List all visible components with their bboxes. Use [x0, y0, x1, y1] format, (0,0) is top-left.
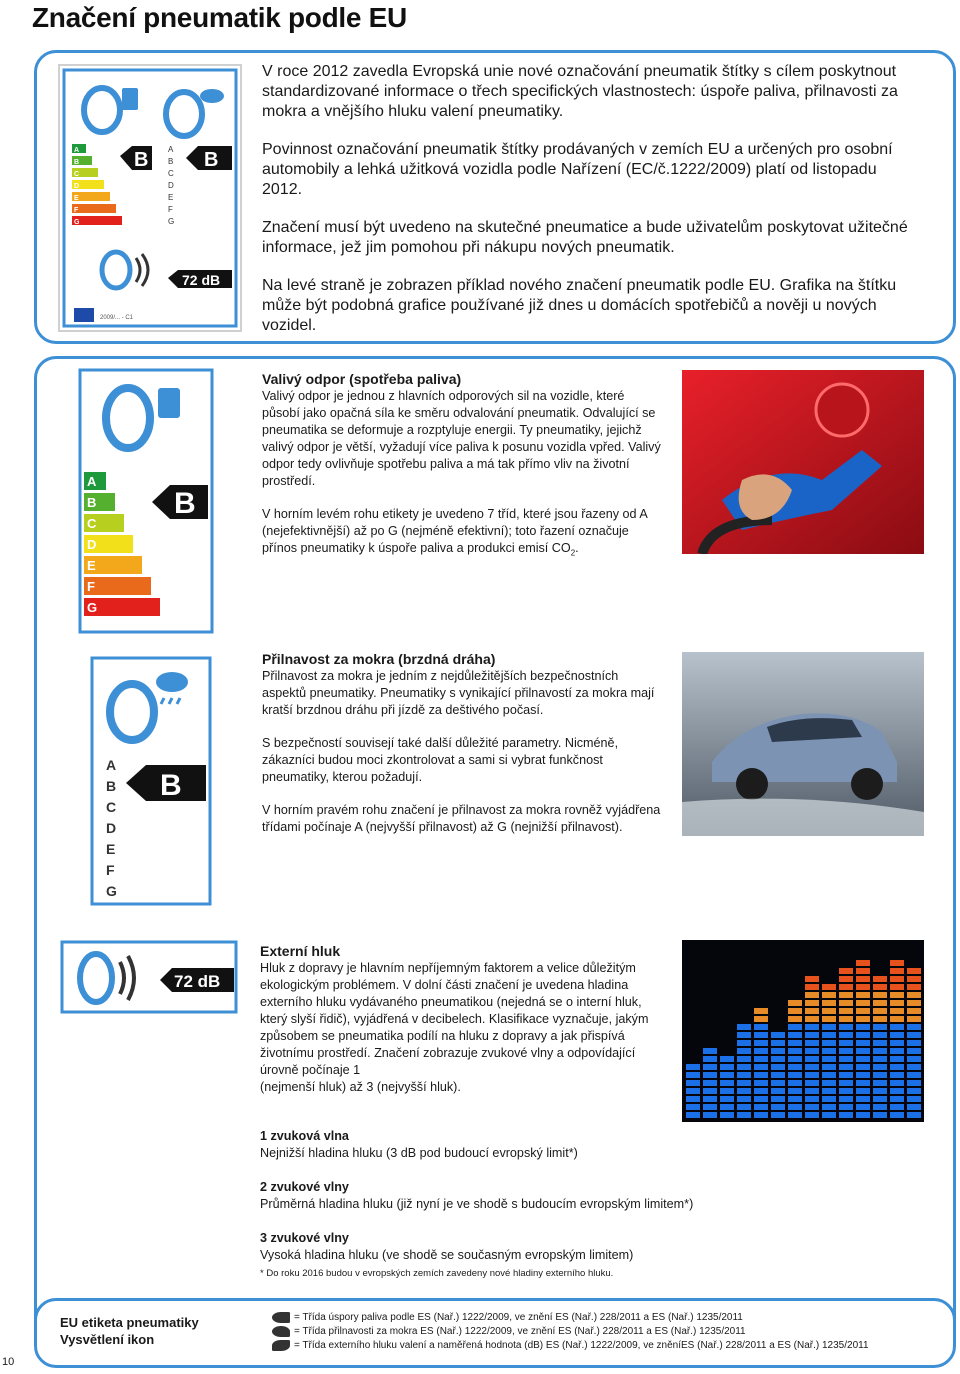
equalizer-segment — [839, 1008, 853, 1014]
equalizer-segment — [805, 1096, 819, 1102]
equalizer-segment — [788, 1104, 802, 1110]
equalizer-segment — [788, 1088, 802, 1094]
equalizer-segment — [907, 992, 921, 998]
equalizer-segment — [788, 1096, 802, 1102]
equalizer-segment — [754, 1048, 768, 1054]
equalizer-segment — [873, 1016, 887, 1022]
equalizer-segment — [805, 1104, 819, 1110]
label-wet-letter-F: F — [168, 205, 173, 214]
intro-paragraph-3: Značení musí být uvedeno na skutečné pneumatice a bude uživatelům poskytovat užitečné informace, jež jim pomohou při nákupu nových pneumatik. — [262, 219, 908, 256]
equalizer-segment — [839, 1016, 853, 1022]
equalizer-segment — [890, 976, 904, 982]
legend-title-line-2: Vysvětlení ikon — [60, 1332, 155, 1347]
equalizer-segment — [907, 1056, 921, 1062]
equalizer-segment — [839, 1000, 853, 1006]
equalizer-segment — [890, 1088, 904, 1094]
equalizer-segment — [754, 1096, 768, 1102]
equalizer-segment — [686, 1080, 700, 1086]
noise-rating-graphic — [60, 940, 238, 1014]
equalizer-segment — [873, 1088, 887, 1094]
equalizer-segment — [720, 1104, 734, 1110]
noise-section — [260, 942, 660, 1112]
equalizer-segment — [822, 1000, 836, 1006]
equalizer-segment — [856, 1048, 870, 1054]
equalizer-segment — [771, 1032, 785, 1038]
equalizer-segment — [754, 1072, 768, 1078]
equalizer-segment — [737, 1112, 751, 1118]
equalizer-segment — [890, 1024, 904, 1030]
equalizer-segment — [771, 1104, 785, 1110]
equalizer-segment — [805, 992, 819, 998]
equalizer-segment — [720, 1056, 734, 1062]
equalizer-segment — [788, 1024, 802, 1030]
equalizer-segment — [873, 1048, 887, 1054]
label-fuel-letter-E: E — [74, 195, 79, 202]
noise-level-1-title: 1 zvuková vlna — [260, 1129, 349, 1143]
equalizer-segment — [686, 1104, 700, 1110]
equalizer-segment — [856, 1008, 870, 1014]
eu-tyre-label — [58, 64, 242, 332]
equalizer-segment — [720, 1112, 734, 1118]
equalizer-segment — [754, 1040, 768, 1046]
equalizer-segment — [788, 1064, 802, 1070]
equalizer-segment — [873, 1112, 887, 1118]
equalizer-segment — [839, 984, 853, 990]
equalizer-segment — [873, 992, 887, 998]
fuel-section — [262, 370, 662, 578]
equalizer-segment — [907, 1064, 921, 1070]
wet-heading: Přilnavost za mokra (brzdná dráha) — [262, 651, 496, 667]
fuel-letter-C: C — [87, 516, 97, 531]
equalizer-segment — [890, 1112, 904, 1118]
equalizer-segment — [822, 1112, 836, 1118]
eu-flag-icon — [74, 308, 94, 322]
equalizer-segment — [686, 1064, 700, 1070]
equalizer-segment — [822, 1008, 836, 1014]
equalizer-segment — [907, 1072, 921, 1078]
equalizer-segment — [907, 984, 921, 990]
equalizer-segment — [788, 1016, 802, 1022]
equalizer-segment — [856, 960, 870, 966]
label-fuel-bar-F — [72, 204, 116, 213]
equalizer-segment — [873, 1064, 887, 1070]
equalizer-segment — [822, 1040, 836, 1046]
noise-footnote: * Do roku 2016 budou v evropských zemích zavedeny nové hladiny externího hluku. — [260, 1268, 614, 1279]
page-title: Značení pneumatik podle EU — [32, 2, 407, 33]
equalizer-segment — [890, 1104, 904, 1110]
equalizer-segment — [754, 1088, 768, 1094]
noise-levels — [260, 1128, 820, 1264]
equalizer-segment — [686, 1112, 700, 1118]
equalizer-segment — [754, 1080, 768, 1086]
equalizer-segment — [856, 1064, 870, 1070]
equalizer-segment — [805, 1112, 819, 1118]
equalizer-segment — [890, 1064, 904, 1070]
equalizer-segment — [890, 1000, 904, 1006]
label-wet-letter-D: D — [168, 181, 174, 190]
equalizer-segment — [805, 984, 819, 990]
noise-level-3-text: Vysoká hladina hluku (ve shodě se současným evropským limitem) — [260, 1248, 634, 1262]
page-number: 10 — [2, 1356, 15, 1368]
wet-letter-F: F — [106, 862, 115, 878]
legend-title — [60, 1314, 199, 1348]
equalizer-segment — [805, 1032, 819, 1038]
equalizer-segment — [907, 1024, 921, 1030]
equalizer-segment — [907, 1080, 921, 1086]
legend-title-line-1: EU etiketa pneumatiky — [60, 1315, 199, 1330]
equalizer-segment — [907, 1096, 921, 1102]
noise-paragraph-1b: (nejmenší hluk) až 3 (nejvyšší hluk). — [260, 1080, 461, 1094]
noise-level-2-text: Průměrná hladina hluku (již nyní je ve shodě s budoucím evropským limitem*) — [260, 1197, 694, 1211]
equalizer-segment — [873, 984, 887, 990]
equalizer-segment — [890, 1040, 904, 1046]
fuel-heading: Valivý odpor (spotřeba paliva) — [262, 371, 462, 387]
equalizer-segment — [907, 1032, 921, 1038]
equalizer-segment — [805, 1024, 819, 1030]
equalizer-segment — [873, 976, 887, 982]
equalizer-segment — [788, 1056, 802, 1062]
label-fuel-bar-G — [72, 216, 122, 225]
equalizer-segment — [771, 1064, 785, 1070]
equalizer-segment — [907, 1104, 921, 1110]
equalizer-segment — [822, 1064, 836, 1070]
wet-section — [262, 650, 662, 852]
equalizer-segment — [754, 1016, 768, 1022]
equalizer-photo — [682, 940, 924, 1122]
equalizer-segment — [822, 992, 836, 998]
equalizer-segment — [686, 1096, 700, 1102]
equalizer-segment — [771, 1096, 785, 1102]
equalizer-segment — [788, 1072, 802, 1078]
equalizer-segment — [856, 1000, 870, 1006]
equalizer-segment — [907, 976, 921, 982]
equalizer-segment — [873, 1000, 887, 1006]
equalizer-segment — [856, 1072, 870, 1078]
equalizer-segment — [754, 1032, 768, 1038]
equalizer-segment — [737, 1064, 751, 1070]
equalizer-segment — [754, 1024, 768, 1030]
label-wet-letter-C: C — [168, 169, 174, 178]
equalizer-segment — [856, 976, 870, 982]
equalizer-segment — [703, 1072, 717, 1078]
noise-level-3 — [260, 1230, 820, 1264]
equalizer-segment — [856, 984, 870, 990]
equalizer-segment — [703, 1048, 717, 1054]
wet-letter-D: D — [106, 820, 117, 836]
rain-tyre-icon — [272, 1326, 290, 1337]
equalizer-segment — [771, 1088, 785, 1094]
wet-paragraph-1: Přilnavost za mokra je jedním z nejdůležitějších bezpečnostních aspektů pneumatiky. Pneumatiky s vynikající přilnavostí za mokra mají kratší brzdnou dráhu při jízdě za deštivého počasí. — [262, 669, 655, 717]
intro-paragraph-1: V roce 2012 zavedla Evropská unie nové označování pneumatik štítky s cílem poskytnout standardizované informace o třech specifických vlastnostech: úspoře paliva, přilnavosti za mokra a vnějšího hluku valení pneumatiky. — [262, 63, 898, 120]
equalizer-segment — [771, 1080, 785, 1086]
fuel-letter-D: D — [87, 537, 97, 552]
equalizer-segment — [839, 1096, 853, 1102]
noise-heading: Externí hluk — [260, 943, 341, 959]
equalizer-segment — [686, 1072, 700, 1078]
equalizer-segment — [839, 1104, 853, 1110]
equalizer-segment — [822, 1080, 836, 1086]
equalizer-segment — [737, 1032, 751, 1038]
equalizer-segment — [890, 1096, 904, 1102]
fuel-tyre-icon — [272, 1312, 290, 1323]
equalizer-segment — [788, 1080, 802, 1086]
equalizer-segment — [822, 1032, 836, 1038]
wet-rating-graphic — [90, 656, 212, 906]
intro-paragraph-4: Na levé straně je zobrazen příklad nového značení pneumatik podle EU. Grafika na štítku může být podobná grafice používané již dnes u domácích spotřebičů a nověji u nových vozidel. — [262, 277, 897, 334]
equalizer-segment — [703, 1112, 717, 1118]
equalizer-segment — [805, 1008, 819, 1014]
equalizer-segment — [890, 1008, 904, 1014]
equalizer-segment — [856, 1024, 870, 1030]
wet-paragraph-3: V horním pravém rohu značení je přilnavost za mokra rovněž vyjádřena třídami počínaje A (nejvyšší přilnavost) až G (nejnižší přilnavost). — [262, 803, 661, 834]
equalizer-segment — [805, 1048, 819, 1054]
equalizer-segment — [771, 1072, 785, 1078]
equalizer-segment — [788, 1048, 802, 1054]
legend-item-noise: = Třída externího hluku valení a naměřená hodnota (dB) ES (Nař.) 1222/2009, ve zněníES (Nař.) 228/2011 a ES (Nař.) 1235/2011 — [272, 1340, 869, 1352]
wet-letter-B: B — [106, 778, 117, 794]
equalizer-segment — [805, 1016, 819, 1022]
wet-letter-A: A — [106, 757, 117, 773]
equalizer-segment — [856, 1080, 870, 1086]
label-wet-grade: B — [204, 149, 219, 171]
equalizer-segment — [754, 1104, 768, 1110]
equalizer-segment — [822, 1024, 836, 1030]
equalizer-segment — [805, 1080, 819, 1086]
fuel-grade: B — [174, 487, 196, 520]
equalizer-segment — [822, 1104, 836, 1110]
equalizer-segment — [839, 1040, 853, 1046]
label-wet-letter-B: B — [168, 157, 174, 166]
equalizer-segment — [839, 1032, 853, 1038]
noise-level-1 — [260, 1128, 820, 1162]
noise-level-2-title: 2 zvukové vlny — [260, 1180, 349, 1194]
equalizer-segment — [771, 1048, 785, 1054]
equalizer-segment — [873, 1104, 887, 1110]
equalizer-segment — [873, 1008, 887, 1014]
fuel-pump-photo — [682, 370, 924, 554]
equalizer-segment — [890, 1016, 904, 1022]
equalizer-segment — [754, 1064, 768, 1070]
equalizer-segment — [856, 1040, 870, 1046]
equalizer-segment — [839, 1088, 853, 1094]
equalizer-segment — [788, 1000, 802, 1006]
equalizer-segment — [788, 1032, 802, 1038]
equalizer-segment — [805, 976, 819, 982]
equalizer-segment — [720, 1072, 734, 1078]
equalizer-segment — [856, 968, 870, 974]
wet-paragraph-2: S bezpečností souvisejí také další důležité parametry. Nicméně, zákazníci budou moci zkontrolovat a sami si vybrat funkčnost pneumatiky, kterou požadují. — [262, 736, 619, 784]
equalizer-segment — [873, 1040, 887, 1046]
equalizer-segment — [873, 1080, 887, 1086]
equalizer-segment — [907, 1016, 921, 1022]
equalizer-segment — [822, 1072, 836, 1078]
equalizer-segment — [839, 992, 853, 998]
fuel-rating-graphic — [78, 368, 214, 634]
noise-paragraph-1: Hluk z dopravy je hlavním nepříjemným faktorem a velice důležitým ekologickým problémem. V dolní části značení je uvedena hladina externího hluku vydávaného pneumatikou (nejedná se o interní hluk, který slyší řidič), vyjádřená v decibelech. Klasifikace vyznačuje, jakým způsobem se pneumatika podílí na hluku z dopravy a jak přispívá životnímu prostředí. Značení zobrazuje zvukové vlny a odpovídající úrovně počínaje 1 — [260, 961, 649, 1077]
equalizer-segment — [890, 1080, 904, 1086]
equalizer-segment — [907, 968, 921, 974]
noise-level-1-text: Nejnižší hladina hluku (3 dB pod budoucí evropský limit*) — [260, 1146, 578, 1160]
fuel-letter-F: F — [87, 579, 95, 594]
equalizer-segment — [788, 1040, 802, 1046]
equalizer-segment — [890, 960, 904, 966]
equalizer-segment — [907, 1008, 921, 1014]
equalizer-segment — [805, 1064, 819, 1070]
equalizer-segment — [873, 1056, 887, 1062]
fuel-letter-A: A — [87, 474, 97, 489]
equalizer-segment — [822, 1048, 836, 1054]
equalizer-segment — [890, 1056, 904, 1062]
equalizer-segment — [873, 1024, 887, 1030]
equalizer-segment — [856, 1104, 870, 1110]
fuel-letter-G: G — [87, 600, 98, 615]
equalizer-segment — [856, 1088, 870, 1094]
wet-letter-G: G — [106, 883, 117, 899]
equalizer-segment — [703, 1056, 717, 1062]
equalizer-segment — [890, 1072, 904, 1078]
equalizer-segment — [754, 1008, 768, 1014]
equalizer-segment — [703, 1104, 717, 1110]
equalizer-segment — [907, 1040, 921, 1046]
equalizer-segment — [686, 1088, 700, 1094]
equalizer-segment — [822, 1088, 836, 1094]
equalizer-segment — [771, 1056, 785, 1062]
equalizer-segment — [720, 1088, 734, 1094]
equalizer-segment — [907, 1048, 921, 1054]
equalizer-segment — [737, 1088, 751, 1094]
equalizer-segment — [805, 1000, 819, 1006]
equalizer-segment — [771, 1112, 785, 1118]
equalizer-segment — [720, 1064, 734, 1070]
eu-label-graphic — [60, 66, 240, 330]
equalizer-segment — [839, 1048, 853, 1054]
equalizer-segment — [890, 1048, 904, 1054]
legend-item-wet: = Třída přilnavosti za mokra ES (Nař.) 1222/2009, ve znění ES (Nař.) 228/2011 a ES (Nař.) 1235/2011 — [272, 1326, 746, 1338]
equalizer-segment — [805, 1072, 819, 1078]
equalizer-segment — [703, 1088, 717, 1094]
label-fuel-grade: B — [134, 149, 149, 171]
label-wet-letter-E: E — [168, 193, 174, 202]
intro-paragraph-2: Povinnost označování pneumatik štítky prodávaných v zemích EU a určených pro osobní automobily a lehká užitková vozidla podle Nařízení (EC/č.1222/2009) platí od listopadu 2012. — [262, 141, 893, 198]
label-regulation: 2009/... - C1 — [100, 315, 134, 321]
equalizer-segment — [873, 1096, 887, 1102]
equalizer-segment — [890, 992, 904, 998]
noise-tyre-icon — [272, 1340, 290, 1351]
equalizer-segment — [839, 1024, 853, 1030]
equalizer-segment — [839, 1080, 853, 1086]
equalizer-segment — [839, 976, 853, 982]
fuel-paragraph-2: V horním levém rohu etikety je uvedeno 7 tříd, které jsou řazeny od A (nejefektivnější) až po G (nejméně efektivní); toto řazení označuje přínos pneumatiky k úspoře paliva a produkci emisí $CO_2$. — [262, 507, 648, 558]
equalizer-segment — [737, 1072, 751, 1078]
equalizer-segment — [907, 1088, 921, 1094]
equalizer-segment — [856, 1112, 870, 1118]
equalizer-segment — [805, 1040, 819, 1046]
equalizer-segment — [822, 1096, 836, 1102]
label-fuel-letter-C: C — [74, 171, 80, 178]
fuel-paragraph-1: Valivý odpor je jednou z hlavních odporových sil na vozidle, které působí jako opačná síla ke směru odvalování pneumatik. Odvalující se pneumatika se deformuje a rozptyluje energii. Ty pneumatiky, jejichž valivý odpor je větší, vyžadují více paliva k posunu vozidla vpřed. Valivý odpor tedy ovlivňuje spotřebu paliva a má tak přímo vliv na životní prostředí. — [262, 389, 661, 488]
equalizer-segment — [737, 1040, 751, 1046]
equalizer-segment — [703, 1096, 717, 1102]
equalizer-segment — [890, 968, 904, 974]
equalizer-segment — [907, 1000, 921, 1006]
equalizer-segment — [737, 1024, 751, 1030]
equalizer-segment — [839, 1056, 853, 1062]
equalizer-segment — [754, 1056, 768, 1062]
legend-item-fuel: = Třída úspory paliva podle ES (Nař.) 1222/2009, ve znění ES (Nař.) 228/2011 a ES (Nař.) 1235/2011 — [272, 1312, 743, 1324]
wet-grade: B — [160, 769, 182, 802]
label-fuel-letter-B: B — [74, 159, 80, 166]
label-fuel-letter-D: D — [74, 183, 80, 190]
equalizer-segment — [890, 984, 904, 990]
fuel-letter-E: E — [87, 558, 96, 573]
equalizer-segment — [754, 1112, 768, 1118]
equalizer-segment — [873, 1032, 887, 1038]
label-wet-letter-G: G — [168, 217, 175, 226]
equalizer-segment — [737, 1080, 751, 1086]
equalizer-segment — [856, 1096, 870, 1102]
equalizer-segment — [839, 1064, 853, 1070]
equalizer-segment — [788, 1008, 802, 1014]
label-fuel-letter-G: G — [74, 219, 80, 226]
equalizer-segment — [856, 992, 870, 998]
equalizer-segment — [737, 1096, 751, 1102]
wet-road-car-photo — [682, 652, 924, 836]
equalizer-segment — [703, 1080, 717, 1086]
intro-text — [262, 62, 912, 354]
equalizer-segment — [856, 1056, 870, 1062]
label-fuel-letter-F: F — [74, 207, 79, 214]
label-noise-value: 72 dB — [182, 272, 221, 288]
fuel-letter-B: B — [87, 495, 97, 510]
label-fuel-letter-A: A — [74, 147, 80, 154]
equalizer-segment — [822, 1016, 836, 1022]
equalizer-segment — [856, 1016, 870, 1022]
equalizer-segment — [805, 1056, 819, 1062]
equalizer-segment — [720, 1096, 734, 1102]
equalizer-segment — [907, 1112, 921, 1118]
equalizer-segment — [737, 1048, 751, 1054]
equalizer-segment — [805, 1088, 819, 1094]
equalizer-segment — [822, 1056, 836, 1062]
equalizer-segment — [822, 984, 836, 990]
equalizer-segment — [720, 1080, 734, 1086]
wet-letter-C: C — [106, 799, 117, 815]
equalizer-segment — [737, 1104, 751, 1110]
equalizer-segment — [839, 1112, 853, 1118]
equalizer-segment — [771, 1040, 785, 1046]
equalizer-segment — [788, 1112, 802, 1118]
label-wet-letter-A: A — [168, 145, 174, 154]
wet-letter-E: E — [106, 841, 116, 857]
noise-level-2 — [260, 1179, 820, 1213]
equalizer-segment — [737, 1056, 751, 1062]
noise-level-3-title: 3 zvukové vlny — [260, 1231, 349, 1245]
equalizer-segment — [839, 1072, 853, 1078]
noise-value: 72 dB — [174, 972, 221, 991]
equalizer-segment — [873, 1072, 887, 1078]
equalizer-segment — [856, 1032, 870, 1038]
equalizer-segment — [890, 1032, 904, 1038]
equalizer-segment — [703, 1064, 717, 1070]
equalizer-segment — [839, 968, 853, 974]
